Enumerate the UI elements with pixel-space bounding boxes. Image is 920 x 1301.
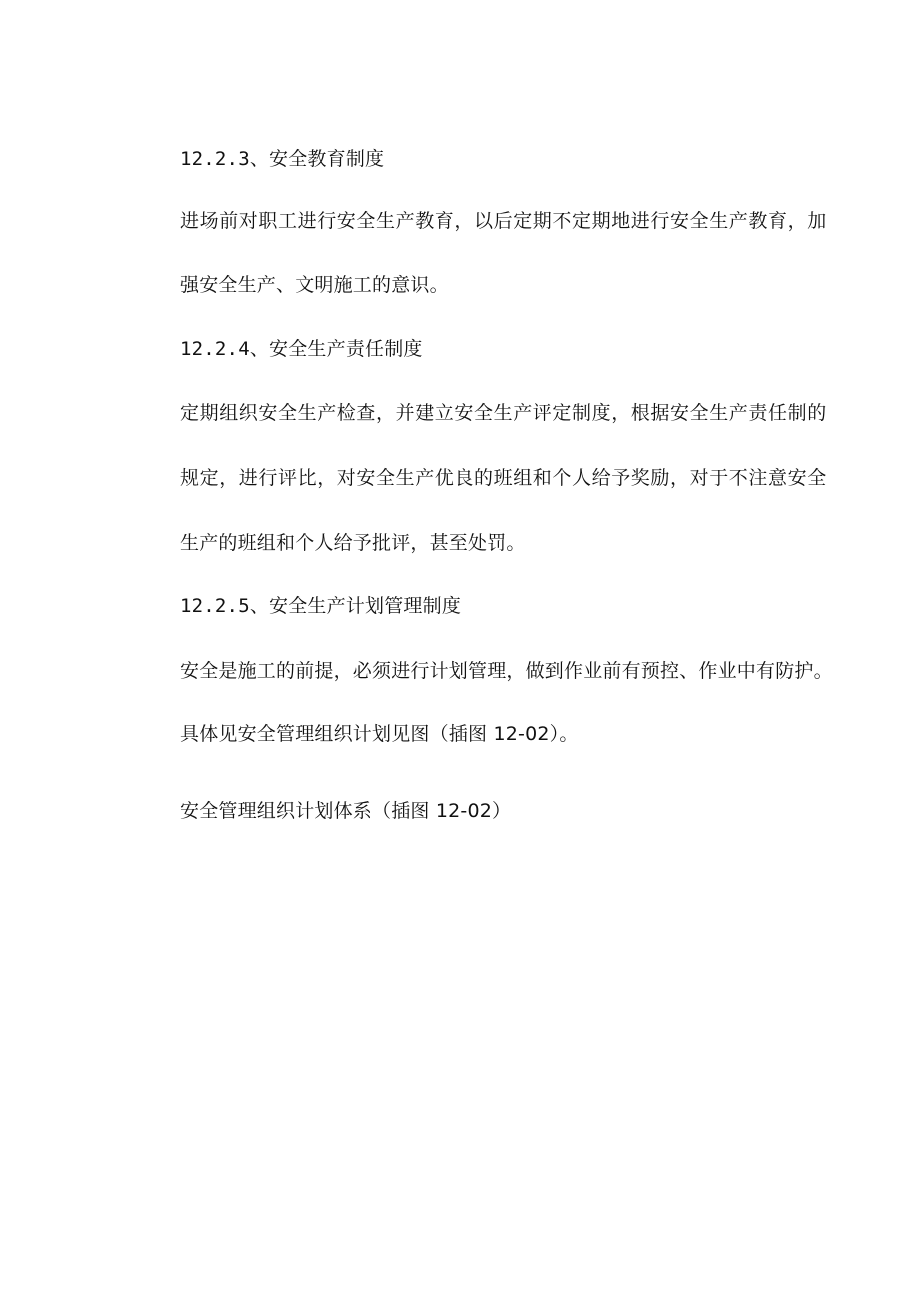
paragraph-line: 定期组织安全生产检查，并建立安全生产评定制度，根据安全生产责任制的 xyxy=(180,402,827,424)
paragraph-line: 强安全生产、文明施工的意识。 xyxy=(180,274,449,296)
paragraph-line: 进场前对职工进行安全生产教育，以后定期不定期地进行安全生产教育，加 xyxy=(180,210,827,232)
figure-caption: 安全管理组织计划体系（插图 12-02） xyxy=(180,800,512,822)
section-heading-12-2-5: 12.2.5、安全生产计划管理制度 xyxy=(180,595,462,617)
section-heading-12-2-3: 12.2.3、安全教育制度 xyxy=(180,148,385,170)
section-heading-12-2-4: 12.2.4、安全生产责任制度 xyxy=(180,338,423,360)
paragraph-line: 安全是施工的前提，必须进行计划管理，做到作业前有预控、作业中有防护。 xyxy=(180,660,833,682)
paragraph-line: 生产的班组和个人给予批评，甚至处罚。 xyxy=(180,532,526,554)
paragraph-line: 规定，进行评比，对安全生产优良的班组和个人给予奖励，对于不注意安全 xyxy=(180,467,827,489)
paragraph-line: 具体见安全管理组织计划见图（插图 12-02）。 xyxy=(180,723,579,745)
